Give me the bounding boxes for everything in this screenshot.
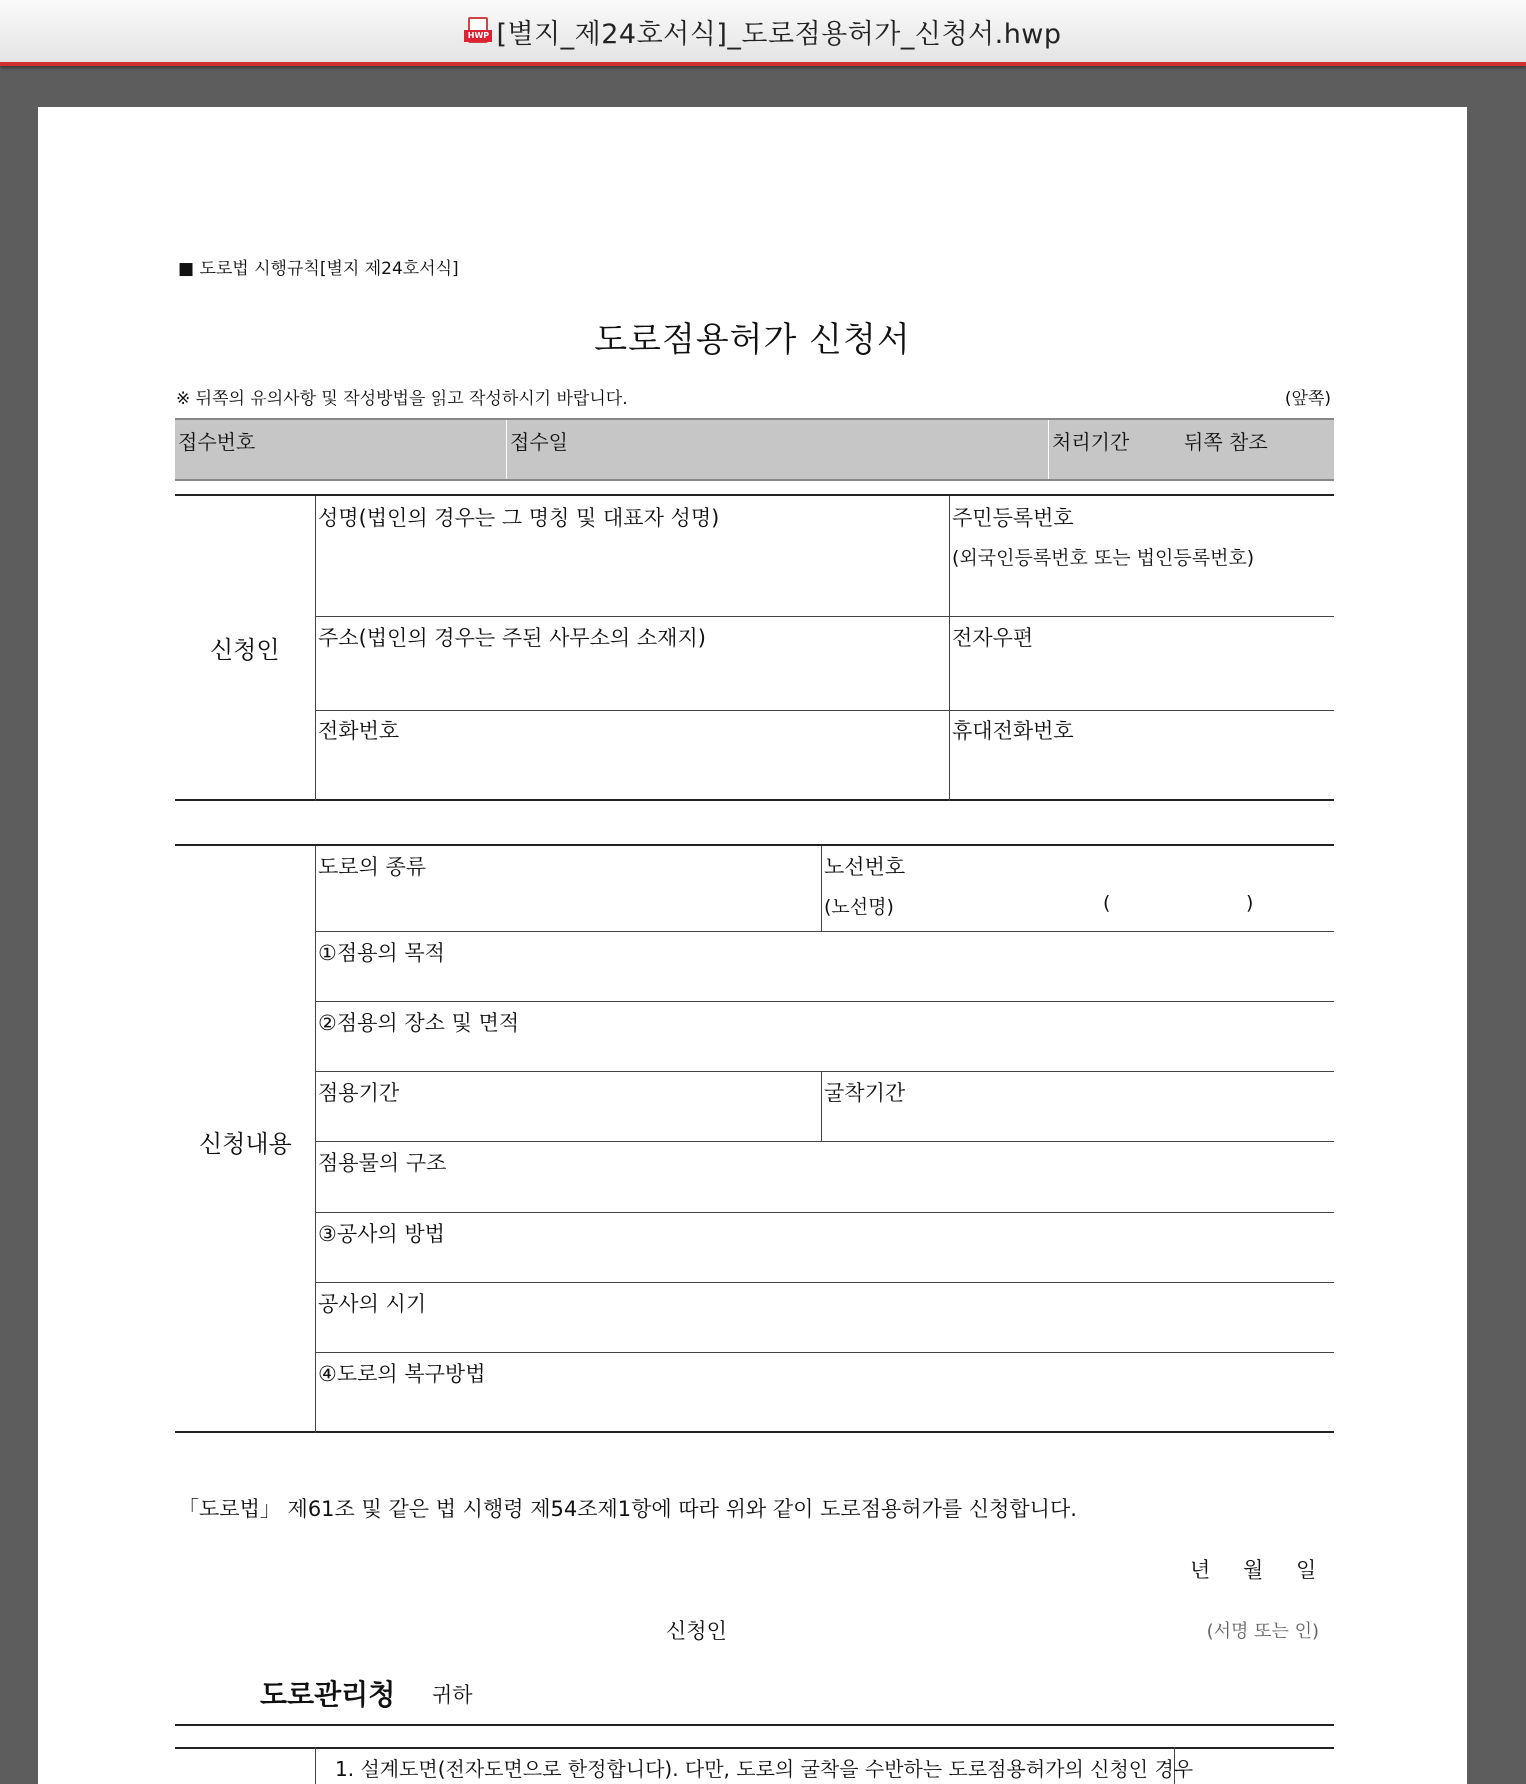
page-side-label: (앞쪽): [1284, 389, 1331, 409]
document-title: 도로점용허가 신청서: [594, 320, 911, 360]
date-day-label: 일: [1296, 1558, 1317, 1582]
date-month-label: 월: [1243, 1558, 1264, 1582]
road-type-field[interactable]: 도로의 종류: [318, 855, 427, 879]
window-title: [별지_제24호서식]_도로점용허가_신청서.hwp: [496, 18, 1062, 50]
occupancy-purpose-field[interactable]: ①점용의 목적: [318, 941, 445, 965]
request-section-label: 신청내용: [199, 1130, 292, 1158]
route-number-field[interactable]: 노선번호: [824, 855, 906, 879]
receipt-date-label: 접수일: [510, 430, 568, 454]
instruction-note: ※ 뒤쪽의 유의사항 및 작성방법을 읽고 작성하시기 바랍니다.: [176, 389, 628, 409]
occupancy-place-field[interactable]: ②점용의 장소 및 면적: [318, 1011, 520, 1035]
applicant-address-field[interactable]: 주소(법인의 경우는 주된 사무소의 소재지): [318, 626, 706, 650]
applicant-table: [175, 494, 1334, 801]
route-name-paren-close: ): [1246, 892, 1254, 914]
applicant-id-sublabel: (외국인등록번호 또는 법인등록번호): [952, 547, 1255, 569]
applicant-phone-field[interactable]: 전화번호: [318, 719, 400, 743]
attachment-item-1: 1. 설계도면(전자도면으로 한정합니다). 다만, 도로의 굴착을 수반하는 도로점용허가의 신청인 경우: [335, 1757, 1194, 1781]
form-label: ■ 도로법 시행규칙[별지 제24호서식]: [178, 259, 459, 279]
processing-period-label: 처리기간: [1052, 430, 1130, 454]
applicant-email-field[interactable]: 전자우편: [952, 626, 1034, 650]
applicant-mobile-field[interactable]: 휴대전화번호: [952, 719, 1074, 743]
hwp-file-icon: HWP: [464, 17, 492, 47]
receipt-bar: [175, 418, 1334, 481]
receipt-number-label: 접수번호: [178, 430, 256, 454]
recipient-agency: 도로관리청: [260, 1678, 396, 1711]
road-restoration-field[interactable]: ④도로의 복구방법: [318, 1362, 486, 1386]
window-title-bar: [0, 0, 1526, 66]
date-year-label: 년: [1190, 1558, 1211, 1582]
route-name-label: (노선명): [824, 896, 894, 918]
construction-timing-field[interactable]: 공사의 시기: [318, 1292, 427, 1316]
route-name-paren-open: (: [1103, 892, 1111, 914]
attachment-divider: [175, 1724, 1334, 1726]
excavation-period-field[interactable]: 굴착기간: [824, 1081, 906, 1105]
applicant-section-label: 신청인: [210, 636, 280, 664]
applicant-id-field[interactable]: 주민등록번호: [952, 506, 1074, 530]
processing-period-value: 뒤쪽 참조: [1184, 430, 1268, 454]
signature-hint: (서명 또는 인): [1206, 1621, 1319, 1642]
applicant-name-field[interactable]: 성명(법인의 경우는 그 명칭 및 대표자 성명): [318, 506, 720, 530]
signature-applicant-label: 신청인: [666, 1619, 727, 1643]
attachment-table-top: [175, 1747, 1334, 1749]
request-table: [175, 844, 1334, 1433]
document-page: [38, 107, 1467, 1784]
declaration-text: 「도로법」 제61조 및 같은 법 시행령 제54조제1항에 따라 위와 같이 도로점용허가를 신청합니다.: [178, 1497, 1077, 1521]
occupancy-period-field[interactable]: 점용기간: [318, 1081, 400, 1105]
construction-method-field[interactable]: ③공사의 방법: [318, 1222, 445, 1246]
structure-field[interactable]: 점용물의 구조: [318, 1151, 447, 1175]
recipient-honorific: 귀하: [432, 1683, 473, 1707]
